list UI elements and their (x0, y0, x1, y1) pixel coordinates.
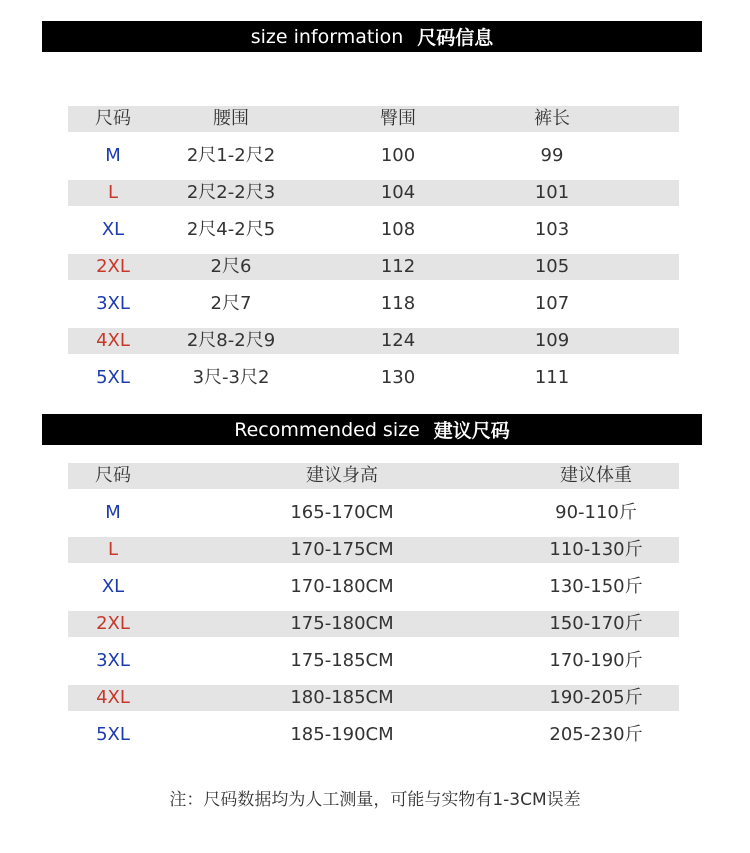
height-cell: 185-190CM (290, 724, 394, 745)
header-weight: 建议体重 (560, 465, 632, 486)
table-header-row (68, 106, 679, 132)
weight-cell: 150-170斤 (549, 613, 643, 634)
size-information-banner (42, 21, 702, 52)
weight-cell: 110-130斤 (549, 539, 643, 560)
size-cell: 4XL (96, 330, 130, 351)
length-cell: 101 (534, 182, 570, 203)
banner-title-en: size information (250, 25, 404, 48)
weight-cell: 205-230斤 (549, 724, 643, 745)
height-cell: 180-185CM (290, 687, 394, 708)
hip-cell: 130 (380, 367, 416, 388)
table-row (68, 648, 679, 674)
header-length: 裤长 (534, 108, 570, 129)
table-row (68, 611, 679, 637)
length-cell: 103 (534, 219, 570, 240)
table-row (68, 574, 679, 600)
size-cell: 2XL (96, 613, 130, 634)
table-row (68, 180, 679, 206)
size-cell: 3XL (96, 650, 130, 671)
header-size: 尺码 (95, 465, 131, 486)
table-row (68, 328, 679, 354)
waist-cell: 3尺-3尺2 (192, 367, 270, 388)
table-row (68, 254, 679, 280)
table-row (68, 143, 679, 169)
size-cell: L (107, 182, 119, 203)
recommended-size-table (68, 463, 679, 748)
header-waist: 腰围 (213, 108, 249, 129)
waist-cell: 2尺4-2尺5 (186, 219, 276, 240)
waist-cell: 2尺8-2尺9 (186, 330, 276, 351)
height-cell: 165-170CM (290, 502, 394, 523)
height-cell: 175-185CM (290, 650, 394, 671)
hip-cell: 108 (380, 219, 416, 240)
hip-cell: 118 (380, 293, 416, 314)
size-cell: 2XL (96, 256, 130, 277)
header-hip: 臀围 (380, 108, 416, 129)
size-cell: L (107, 539, 119, 560)
size-information-table (68, 106, 679, 391)
length-cell: 105 (534, 256, 570, 277)
measurement-note: 注：尺码数据均为人工测量，可能与实物有1-3CM误差 (169, 790, 581, 810)
hip-cell: 100 (380, 145, 416, 166)
length-cell: 99 (540, 145, 564, 166)
weight-cell: 90-110斤 (555, 502, 637, 523)
hip-cell: 104 (380, 182, 416, 203)
banner-title-zh: 建议尺码 (433, 420, 510, 442)
table-row (68, 291, 679, 317)
table-row (68, 722, 679, 748)
table-row (68, 365, 679, 391)
length-cell: 107 (534, 293, 570, 314)
height-cell: 170-175CM (290, 539, 394, 560)
table-header-row (68, 463, 679, 489)
length-cell: 111 (534, 367, 570, 388)
waist-cell: 2尺1-2尺2 (186, 145, 276, 166)
banner-title-zh: 尺码信息 (417, 27, 494, 49)
size-cell: 5XL (96, 367, 130, 388)
waist-cell: 2尺6 (210, 256, 252, 277)
size-cell: 4XL (96, 687, 130, 708)
recommended-size-banner (42, 414, 702, 445)
table-row (68, 685, 679, 711)
hip-cell: 112 (380, 256, 416, 277)
table-row (68, 500, 679, 526)
table-row (68, 217, 679, 243)
height-cell: 175-180CM (290, 613, 394, 634)
waist-cell: 2尺2-2尺3 (186, 182, 276, 203)
size-cell: XL (101, 576, 125, 597)
table-row (68, 537, 679, 563)
weight-cell: 170-190斤 (549, 650, 643, 671)
height-cell: 170-180CM (290, 576, 394, 597)
hip-cell: 124 (380, 330, 416, 351)
size-cell: XL (101, 219, 125, 240)
size-cell: 3XL (96, 293, 130, 314)
size-cell: 5XL (96, 724, 130, 745)
weight-cell: 190-205斤 (549, 687, 643, 708)
size-cell: M (105, 502, 121, 523)
weight-cell: 130-150斤 (549, 576, 643, 597)
waist-cell: 2尺7 (210, 293, 252, 314)
length-cell: 109 (534, 330, 570, 351)
header-size: 尺码 (95, 108, 131, 129)
size-cell: M (105, 145, 121, 166)
banner-title-en: Recommended size (234, 418, 420, 441)
header-height: 建议身高 (306, 465, 378, 486)
